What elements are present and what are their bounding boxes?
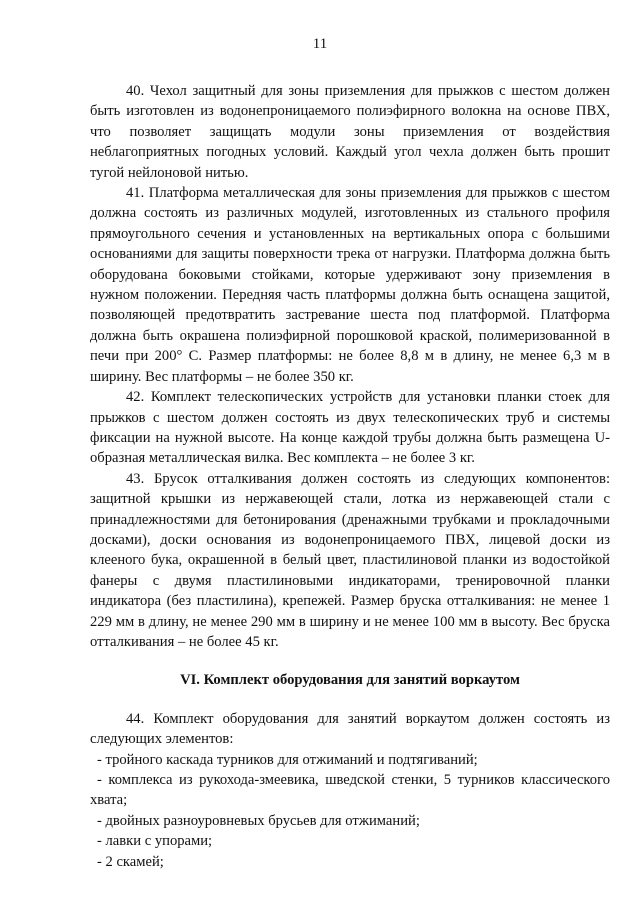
- list-item: - двойных разноуровневых брусьев для отжиманий;: [97, 812, 420, 829]
- page-number: 11: [312, 36, 328, 52]
- section-heading: VI. Комплект оборудования для занятий воркаутом: [180, 672, 520, 689]
- list-item: - тройного каскада турников для отжиманий и подтягиваний;: [97, 751, 478, 768]
- equipment-list: [90, 750, 610, 872]
- paragraph-40: 40. Чехол защитный для зоны приземления для прыжков с шестом должен быть изготовлен из водонепроницаемого полиэфирного волокна на основе ПВХ, что позволяет защищать модули зоны приземления от воздействия неблагоприятных погодных условий. Каждый угол чехла должен быть прошит тугой нейлоновой нитью.: [90, 83, 610, 181]
- list-item: - 2 скамей;: [97, 853, 164, 870]
- list-item: - комплекса из рукохода-змеевика, шведской стенки, 5 турников классического хвата;: [90, 772, 610, 809]
- paragraph-43: 43. Брусок отталкивания должен состоять из следующих компонентов: защитной крышки из нержавеющей стали, лотка из нержавеющей стали с принадлежностями для бетонирования (дренажными трубками и прокладочными досками), доски основания из водонепроницаемого ПВХ, лицевой доски из клееного бука, окрашенной в белый цвет, пластилиновой планки из водостойкой фанеры с двумя пластилиновыми индикаторами, тренировочной планки индикатора (без пластилина), крепежей. Размер бруска отталкивания: не менее 1 229 мм в длину, не менее 290 мм в ширину и не менее 100 мм в высоту. Вес бруска отталкивания – не более 45 кг.: [90, 470, 610, 650]
- list-item: - лавки с упорами;: [97, 833, 213, 850]
- paragraph-41: 41. Платформа металлическая для зоны приземления для прыжков с шестом должна состоять из различных модулей, изготовленных из стального профиля прямоугольного сечения и установленных на вертикальных опора с большими основаниями для защиты поверхности трека от нагрузки. Платформа должна быть оборудована боковыми стойками, которые удерживают зону приземления в нужном положении. Передняя часть платформы должна быть оснащена защитой, позволяющей предотвратить застревание шеста под платформой. Платформа должна быть окрашена полиэфирной порошковой краской, полимеризованной в печи при 200° С. Размер платформы: не более 8,8 м в длину, не менее 6,3 м в ширину. Вес платформы – не более 350 кг.: [90, 185, 610, 385]
- paragraph-42: 42. Комплект телескопических устройств для установки планки стоек для прыжков с шестом должен состоять из двух телескопических труб и системы фиксации на нужной высоте. На конце каждой трубы должна быть размещена U-образная металлическая вилка. Вес комплекта – не более 3 кг.: [90, 389, 610, 467]
- document-body: [90, 81, 610, 872]
- paragraph-44: 44. Комплект оборудования для занятий воркаутом должен состоять из следующих элементов:: [90, 710, 610, 748]
